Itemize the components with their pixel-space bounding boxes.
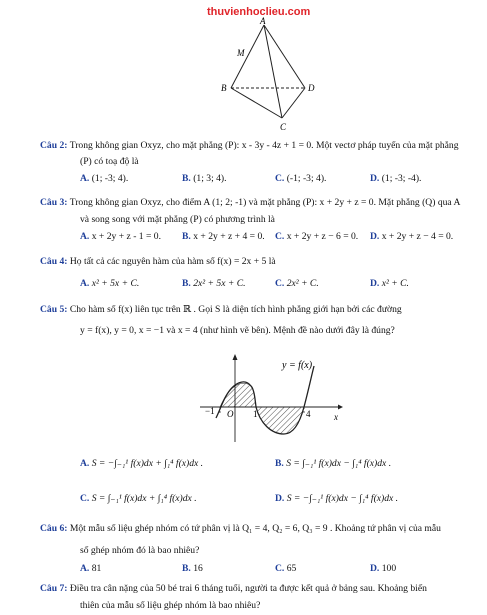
option-label: A. (80, 563, 90, 574)
x-axis-label: x (334, 412, 338, 422)
question-3-cont: và song song với mặt phẳng (P) có phương trình là (80, 214, 275, 225)
q2-option-d[interactable] (370, 172, 421, 185)
option-text: 81 (91, 563, 102, 574)
q4-option-b[interactable] (182, 277, 246, 290)
option-text: (-1; -3; 4). (286, 173, 327, 184)
q6-option-a[interactable] (80, 562, 101, 575)
question-number: Câu 7: (40, 583, 68, 594)
question-number: Câu 5: (40, 304, 68, 315)
question-text: Cho hàm số f(x) liên tục trên ℝ . Gọi S là diện tích hình phẳng giới hạn bởi các đường (69, 304, 402, 315)
option-text: S = −∫₋₁¹ f(x)dx − ∫₁⁴ f(x)dx . (286, 493, 399, 504)
question-text: Trong không gian Oxyz, cho mặt phẳng (P): x - 3y - 4z + 1 = 0. Một vectơ pháp tuyến của mặt phẳng (69, 140, 459, 151)
option-label: A. (80, 231, 90, 242)
curve-label: y = f(x) (282, 360, 313, 371)
option-label: C. (275, 278, 285, 289)
q2-option-b[interactable] (182, 172, 227, 185)
option-label: B. (182, 173, 191, 184)
point-m-label: M (237, 48, 245, 58)
question-2 (40, 139, 459, 152)
y-axis-arrow (233, 354, 238, 360)
option-label: C. (275, 563, 285, 574)
question-7 (40, 582, 427, 595)
question-5-cont: y = f(x), y = 0, x = −1 và x = 4 (như hình vẽ bên). Mệnh đề nào dưới đây là đúng? (80, 325, 395, 336)
tick-minus-1: −1 (205, 406, 215, 416)
q6-option-b[interactable] (182, 562, 203, 575)
option-text: x + 2y + z − 4 = 0. (381, 231, 454, 242)
q5-option-b[interactable] (275, 457, 391, 470)
option-text: x + 2y + z - 1 = 0. (91, 231, 161, 242)
question-text: Họ tất cả các nguyên hàm của hàm số f(x) = 2x + 5 là (69, 256, 276, 267)
function-graph (196, 348, 346, 446)
option-text: x + 2y + z + 4 = 0. (193, 231, 265, 242)
option-label: D. (370, 563, 380, 574)
q5-option-d[interactable] (275, 492, 398, 505)
option-text: (1; -3; 4). (91, 173, 129, 184)
option-text: x² + 5x + C. (91, 278, 140, 289)
tick-1: 1 (253, 409, 258, 419)
q2-option-a[interactable] (80, 172, 128, 185)
x-axis-arrow (338, 405, 343, 410)
q3-option-d[interactable] (370, 230, 453, 243)
q6-option-d[interactable] (370, 562, 396, 575)
option-label: D. (370, 231, 380, 242)
option-label: B. (182, 231, 191, 242)
vertex-b-label: B (221, 83, 227, 93)
question-3 (40, 196, 460, 209)
question-number: Câu 6: (40, 523, 68, 534)
question-number: Câu 2: (40, 140, 68, 151)
q4-option-c[interactable] (275, 277, 319, 290)
option-text: 16 (193, 563, 203, 574)
q5-option-a[interactable] (80, 457, 203, 470)
option-label: D. (275, 493, 285, 504)
option-label: B. (275, 458, 284, 469)
option-label: D. (370, 173, 380, 184)
option-text: 100 (381, 563, 397, 574)
q3-option-b[interactable] (182, 230, 265, 243)
question-text: Điều tra cân nặng của 50 bé trai 6 tháng tuổi, người ta được kết quả ở bảng sau. Khoảng biến (69, 583, 427, 594)
q4-option-a[interactable] (80, 277, 139, 290)
question-number: Câu 4: (40, 256, 68, 267)
edge-cd (282, 88, 305, 118)
option-label: C. (80, 493, 90, 504)
option-text: (1; -3; -4). (381, 173, 422, 184)
tetrahedron-figure (200, 16, 330, 134)
option-text: S = −∫₋₁¹ f(x)dx + ∫₁⁴ f(x)dx . (91, 458, 204, 469)
option-label: B. (182, 563, 191, 574)
shaded-region-right (256, 407, 304, 434)
option-label: A. (80, 278, 90, 289)
option-text: S = ∫₋₁¹ f(x)dx − ∫₁⁴ f(x)dx . (286, 458, 392, 469)
question-4 (40, 255, 276, 268)
q2-option-c[interactable] (275, 172, 326, 185)
option-text: 2x² + 5x + C. (193, 278, 246, 289)
option-label: A. (80, 458, 90, 469)
question-number: Câu 3: (40, 197, 68, 208)
q4-option-d[interactable] (370, 277, 409, 290)
vertex-c-label: C (280, 122, 287, 132)
question-5 (40, 303, 402, 316)
shaded-region-left (220, 383, 256, 407)
q3-option-c[interactable] (275, 230, 358, 243)
q5-option-c[interactable] (80, 492, 197, 505)
option-text: 65 (286, 563, 297, 574)
option-text: x² + C. (381, 278, 409, 289)
option-label: D. (370, 278, 380, 289)
option-text: 2x² + C. (286, 278, 319, 289)
question-7-cont: thiên của mẫu số liệu ghép nhóm là bao nhiêu? (80, 600, 261, 611)
question-text: Trong không gian Oxyz, cho điểm A (1; 2; -1) và mặt phẳng (P): x + 2y + z = 0. Mặt phẳng (Q) qua A (69, 197, 461, 208)
option-text: x + 2y + z − 6 = 0. (286, 231, 359, 242)
option-label: B. (182, 278, 191, 289)
question-2-cont: (P) có toạ độ là (80, 156, 139, 167)
q3-option-a[interactable] (80, 230, 161, 243)
edge-bc (231, 88, 282, 118)
option-label: C. (275, 231, 285, 242)
question-6 (40, 522, 441, 535)
q6-option-c[interactable] (275, 562, 296, 575)
vertex-d-label: D (308, 83, 315, 93)
watermark: thuvienhoclieu.com (207, 6, 311, 18)
vertex-a-label: A (260, 16, 266, 26)
tick-4: 4 (306, 409, 311, 419)
question-6-cont: số ghép nhóm đó là bao nhiêu? (80, 545, 200, 556)
question-text: Một mẫu số liệu ghép nhóm có tứ phân vị là Q₁ = 4, Q₂ = 6, Q₃ = 9 . Khoảng tứ phân vị của mẫu (69, 523, 441, 534)
option-text: S = ∫₋₁¹ f(x)dx + ∫₁⁴ f(x)dx . (91, 493, 197, 504)
option-text: (1; 3; 4). (193, 173, 227, 184)
option-label: C. (275, 173, 285, 184)
option-label: A. (80, 173, 90, 184)
origin-label: O (227, 409, 234, 419)
edge-ab (231, 25, 264, 88)
